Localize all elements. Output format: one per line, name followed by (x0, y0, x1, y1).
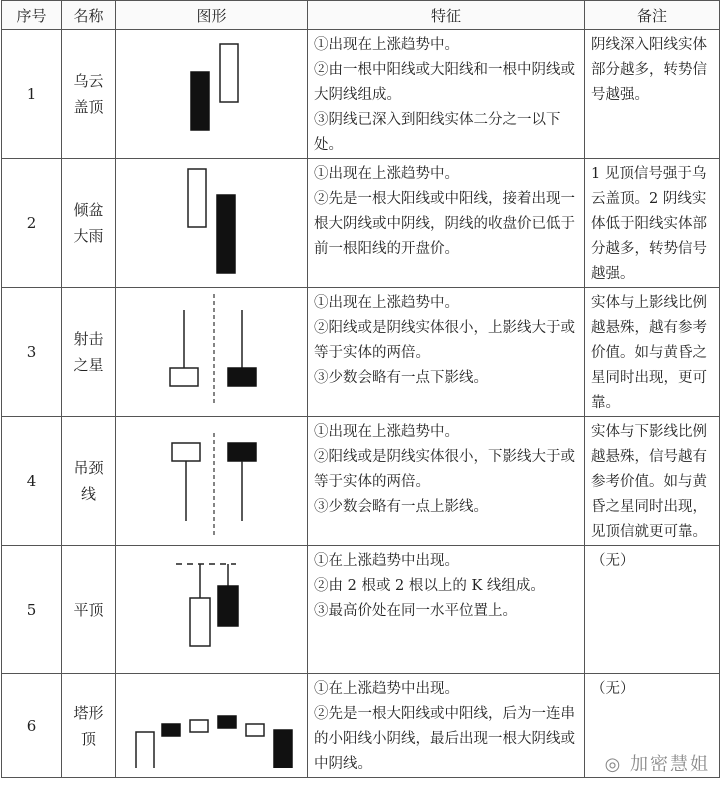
table-row (2, 546, 720, 674)
feature-line: ①出现在上涨趋势中。 (314, 37, 459, 53)
note-text: 实体与上影线比例越悬殊，越有参考价值。如与黄昏之星同时出现，更可靠。 (585, 288, 720, 417)
feature-line: ②先是一根大阳线或中阳线，接着出现一根大阴线或中阴线，阴线的收盘价已低于前一根阳线的开盘价。 (314, 191, 575, 257)
watermark: ◎ 加密慧姐 (604, 754, 710, 775)
pattern-name: 塔形顶 (73, 703, 104, 748)
feature-line: ②阳线或是阴线实体很小，下影线大于或等于实体的两倍。 (314, 449, 575, 490)
header-features: 特征 (308, 1, 585, 30)
downpour-icon (116, 159, 306, 285)
row-num: 4 (2, 417, 62, 546)
table-row (2, 30, 720, 159)
pattern-table (1, 0, 720, 778)
pattern-figure (116, 30, 308, 159)
watermark-icon: ◎ (604, 754, 630, 775)
pattern-name: 乌云盖顶 (73, 72, 104, 116)
hanging-man-icon (116, 417, 306, 543)
feature-line: ①出现在上涨趋势中。 (314, 295, 459, 311)
pattern-figure (116, 674, 308, 778)
pattern-figure (116, 288, 308, 417)
feature-line: ③阴线已深入到阳线实体二分之一以下处。 (314, 112, 561, 153)
feature-line: ③少数会略有一点下影线。 (314, 370, 488, 386)
feature-line: ③最高价处在同一水平位置上。 (314, 603, 517, 619)
header-figure: 图形 (116, 1, 308, 30)
header-num: 序号 (2, 1, 62, 30)
pattern-name: 吊颈线 (73, 459, 104, 503)
row-num: 6 (2, 674, 62, 778)
tower-top-icon (116, 674, 306, 768)
row-num: 3 (2, 288, 62, 417)
feature-line: ①出现在上涨趋势中。 (314, 166, 459, 182)
pattern-name: 射击之星 (73, 330, 104, 374)
shooting-star-icon (116, 288, 306, 414)
feature-line: ②由一根中阳线或大阳线和一根中阴线或大阴线组成。 (314, 62, 575, 103)
table-row (2, 159, 720, 288)
feature-line: ②阳线或是阴线实体很小，上影线大于或等于实体的两倍。 (314, 320, 575, 361)
note-text: 实体与下影线比例越悬殊，信号越有参考价值。如与黄昏之星同时出现，见顶信就更可靠。 (585, 417, 720, 546)
pattern-figure (116, 159, 308, 288)
pattern-figure (116, 546, 308, 674)
table-row (2, 417, 720, 546)
pattern-name: 平顶 (73, 600, 104, 619)
header-row (2, 1, 720, 30)
row-num: 1 (2, 30, 62, 159)
feature-line: ①在上涨趋势中出现。 (314, 553, 459, 569)
note-text: 1 见顶信号强于乌云盖顶。2 阴线实体低于阳线实体部分越多，转势信号越强。 (585, 159, 720, 288)
note-text: （无） (585, 674, 720, 778)
pattern-name: 倾盆大雨 (73, 201, 104, 245)
feature-line: ①在上涨趋势中出现。 (314, 681, 459, 697)
flat-top-icon (116, 546, 306, 672)
note-text: （无） (585, 546, 720, 674)
feature-line: ②由 2 根或 2 根以上的 K 线组成。 (314, 578, 545, 594)
feature-line: ②先是一根大阳线或中阳线，后为一连串的小阳线小阴线，最后出现一根大阴线或中阴线。 (314, 706, 575, 772)
feature-line: ③少数会略有一点上影线。 (314, 499, 488, 515)
header-name: 名称 (62, 1, 116, 30)
feature-line: ①出现在上涨趋势中。 (314, 424, 459, 440)
row-num: 5 (2, 546, 62, 674)
table-row (2, 288, 720, 417)
dark-cloud-cover-icon (116, 30, 306, 156)
row-num: 2 (2, 159, 62, 288)
header-note: 备注 (585, 1, 720, 30)
note-text: 阴线深入阳线实体部分越多，转势信号越强。 (585, 30, 720, 159)
pattern-figure (116, 417, 308, 546)
